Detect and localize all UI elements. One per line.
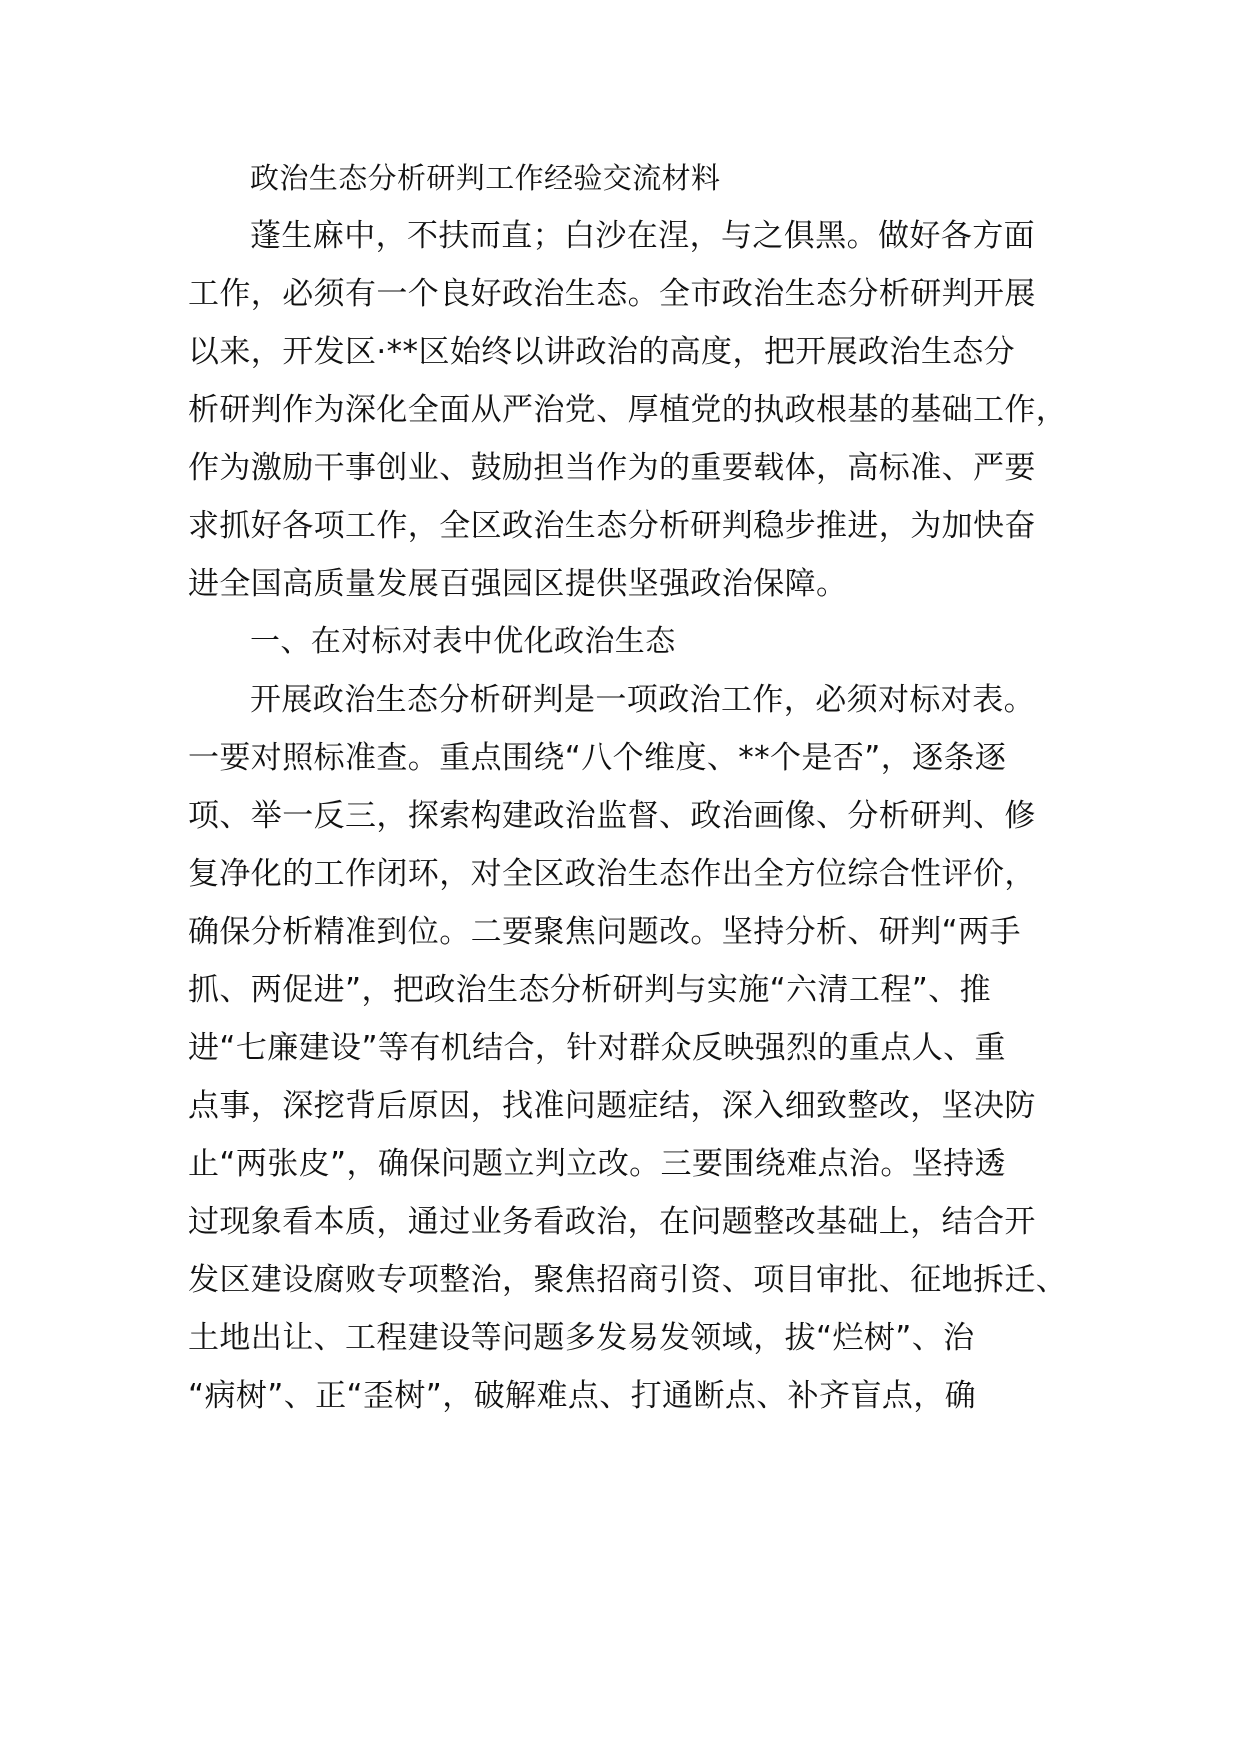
paragraph-2-line-5: 确保分析精准到位。二要聚焦问题改。坚持分析、研判“两手 xyxy=(188,914,1021,950)
paragraph-1-line-4: 析研判作为深化全面从严治党、厚植党的执政根基的基础工作， xyxy=(188,392,1068,428)
paragraph-1-line-6: 求抓好各项工作，全区政治生态分析研判稳步推进，为加快奋 xyxy=(188,508,1036,544)
paragraph-2-line-11: 发区建设腐败专项整治，聚焦招商引资、项目审批、征地拆迁、 xyxy=(188,1262,1068,1298)
paragraph-1-line-3: 以来，开发区·**区始终以讲政治的高度，把开展政治生态分 xyxy=(188,334,1016,370)
paragraph-2-line-4: 复净化的工作闭环，对全区政治生态作出全方位综合性评价， xyxy=(188,856,1036,892)
section-1-heading: 一、在对标对表中优化政治生态 xyxy=(250,624,676,659)
paragraph-1-line-2: 工作，必须有一个良好政治生态。全市政治生态分析研判开展 xyxy=(188,276,1036,312)
paragraph-2-line-1: 开展政治生态分析研判是一项政治工作，必须对标对表。 xyxy=(250,682,1035,718)
paragraph-1-line-7: 进全国高质量发展百强园区提供坚强政治保障。 xyxy=(188,566,848,602)
document-title: 政治生态分析研判工作经验交流材料 xyxy=(250,161,721,195)
paragraph-2-line-10: 过现象看本质，通过业务看政治，在问题整改基础上，结合开 xyxy=(188,1204,1036,1240)
paragraph-2-line-13: “病树”、正“歪树”，破解难点、打通断点、补齐盲点，确 xyxy=(188,1378,977,1414)
paragraph-1-line-1: 蓬生麻中，不扶而直；白沙在涅，与之俱黑。做好各方面 xyxy=(250,218,1035,254)
paragraph-2-line-6: 抓、两促进”，把政治生态分析研判与实施“六清工程”、推 xyxy=(188,972,991,1008)
paragraph-2-line-3: 项、举一反三，探索构建政治监督、政治画像、分析研判、修 xyxy=(188,798,1036,834)
paragraph-1-line-5: 作为激励干事创业、鼓励担当作为的重要载体，高标准、严要 xyxy=(188,450,1036,486)
paragraph-2-line-8: 点事，深挖背后原因，找准问题症结，深入细致整改，坚决防 xyxy=(188,1088,1036,1124)
paragraph-2-line-2: 一要对照标准查。重点围绕“八个维度、**个是否”，逐条逐 xyxy=(188,740,1007,776)
paragraph-2-line-12: 土地出让、工程建设等问题多发易发领域，拔“烂树”、治 xyxy=(188,1320,975,1356)
paragraph-2-line-7: 进“七廉建设”等有机结合，针对群众反映强烈的重点人、重 xyxy=(188,1030,1006,1066)
paragraph-2-line-9: 止“两张皮”，确保问题立判立改。三要围绕难点治。坚持透 xyxy=(188,1146,1006,1182)
